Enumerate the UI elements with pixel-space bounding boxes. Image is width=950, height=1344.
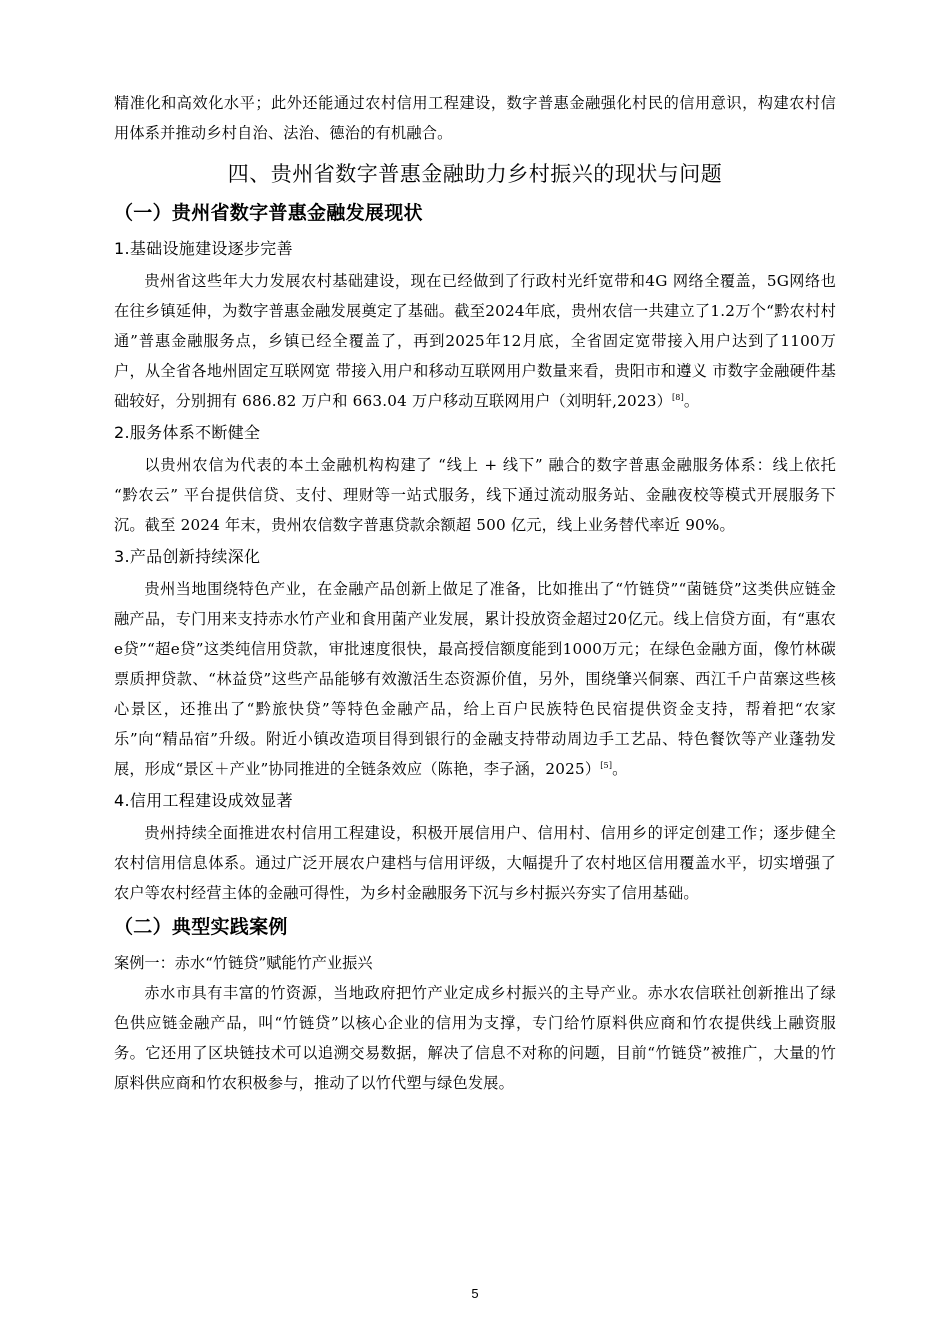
paragraph-case-chishui: 赤水市具有丰富的竹资源，当地政府把竹产业定成乡村振兴的主导产业。赤水农信联社创新推出了绿色供应链金融产品，叫“竹链贷”以核心企业的信用为支撑，专门给竹原料供应商和竹农提供线上融资服务。它还用了区块链技术可以追溯交易数据，解决了信息不对称的问题，目前“竹链贷”被推广，大量的竹原料供应商和竹农积极参与，推动了以竹代塑与绿色发展。 bbox=[114, 984, 836, 1092]
page-content bbox=[114, 88, 836, 1098]
section-title-cases: （二）典型实践案例 bbox=[114, 916, 288, 938]
subsection-title-service-system: 2.服务体系不断健全 bbox=[114, 423, 261, 442]
citation-8: [8] bbox=[671, 392, 684, 402]
section-title-status: （一）贵州省数字普惠金融发展现状 bbox=[114, 202, 423, 224]
subsection-title-infrastructure: 1.基础设施建设逐步完善 bbox=[114, 239, 293, 258]
citation-5: [5] bbox=[600, 760, 613, 770]
paragraph-product-innovation-text: 贵州当地围绕特色产业，在金融产品创新上做足了准备，比如推出了“竹链贷”“菌链贷”这类供应链金融产品，专门用来支持赤水竹产业和食用菌产业发展，累计投放资金超过20亿元。线上信贷方面，有“惠农e贷”“超e贷”这类纯信用贷款，审批速度很快，最高授信额度能到1000万元；在绿色金融方面，像竹林碳票质押贷款、“林益贷”这些产品能够有效激活生态资源价值，另外，围绕肇兴侗寨、西江千户苗寨这些核心景区，还推出了“黔旅快贷”等特色金融产品，给上百户民族特色民宿提供资金支持，帮着把“农家乐”向“精品宿”升级。附近小镇改造项目得到银行的金融支持带动周边手工艺品、特色餐饮等产业蓬勃发展，形成“景区＋产业”协同推进的全链条效应（陈艳，李子涵，2025） bbox=[114, 580, 836, 778]
subsection-title-credit-project: 4.信用工程建设成效显著 bbox=[114, 791, 293, 810]
chapter-title: 四、贵州省数字普惠金融助力乡村振兴的现状与问题 bbox=[227, 162, 723, 186]
paragraph-product-innovation bbox=[114, 574, 836, 784]
page-number: 5 bbox=[471, 1286, 479, 1301]
paragraph-credit-project: 贵州持续全面推进农村信用工程建设，积极开展信用户、信用村、信用乡的评定创建工作；逐步健全农村信用信息体系。通过广泛开展农户建档与信用评级，大幅提升了农村地区信用覆盖水平，切实增强了农户等农村经营主体的金融可得性，为乡村金融服务下沉与乡村振兴夯实了信用基础。 bbox=[114, 824, 836, 902]
subsection-title-product-innovation: 3.产品创新持续深化 bbox=[114, 547, 261, 566]
paragraph-product-innovation-tail: 。 bbox=[612, 760, 628, 778]
paragraph-service-system: 以贵州农信为代表的本土金融机构构建了 “线上 + 线下” 融合的数字普惠金融服务体系：线上依托 “黔农云” 平台提供信贷、支付、理财等一站式服务，线下通过流动服务站、金融夜校等模式开展服务下沉。截至 2024 年末，贵州农信数字普惠贷款余额超 500 亿元，线上业务替代率近 90%。 bbox=[114, 456, 836, 534]
paragraph-infrastructure-tail: 。 bbox=[683, 392, 700, 410]
paragraph-infrastructure bbox=[114, 266, 836, 416]
case-title-chishui: 案例一：赤水“竹链贷”赋能竹产业振兴 bbox=[114, 954, 373, 972]
paragraph-infrastructure-text: 贵州省这些年大力发展农村基础建设，现在已经做到了行政村光纤宽带和4G 网络全覆盖，5G网络也在往乡镇延伸，为数字普惠金融发展奠定了基础。截至2024年底，贵州农信一共建立了1.2万个“黔农村村通”普惠金融服务点，乡镇已经全覆盖了，再到2025年12月底，全省固定宽带接入用户达到了1100万户，从全省各地州固定互联网宽 带接入用户和移动互联网用户数量来看，贵阳市和遵义 市数字金融硬件基础较好，分别拥有 686.82 万户和 663.04 万户移动互联网用户（刘明轩,2023） bbox=[114, 272, 836, 410]
continued-paragraph: 精准化和高效化水平；此外还能通过农村信用工程建设，数字普惠金融强化村民的信用意识，构建农村信用体系并推动乡村自治、法治、德治的有机融合。 bbox=[114, 94, 836, 142]
